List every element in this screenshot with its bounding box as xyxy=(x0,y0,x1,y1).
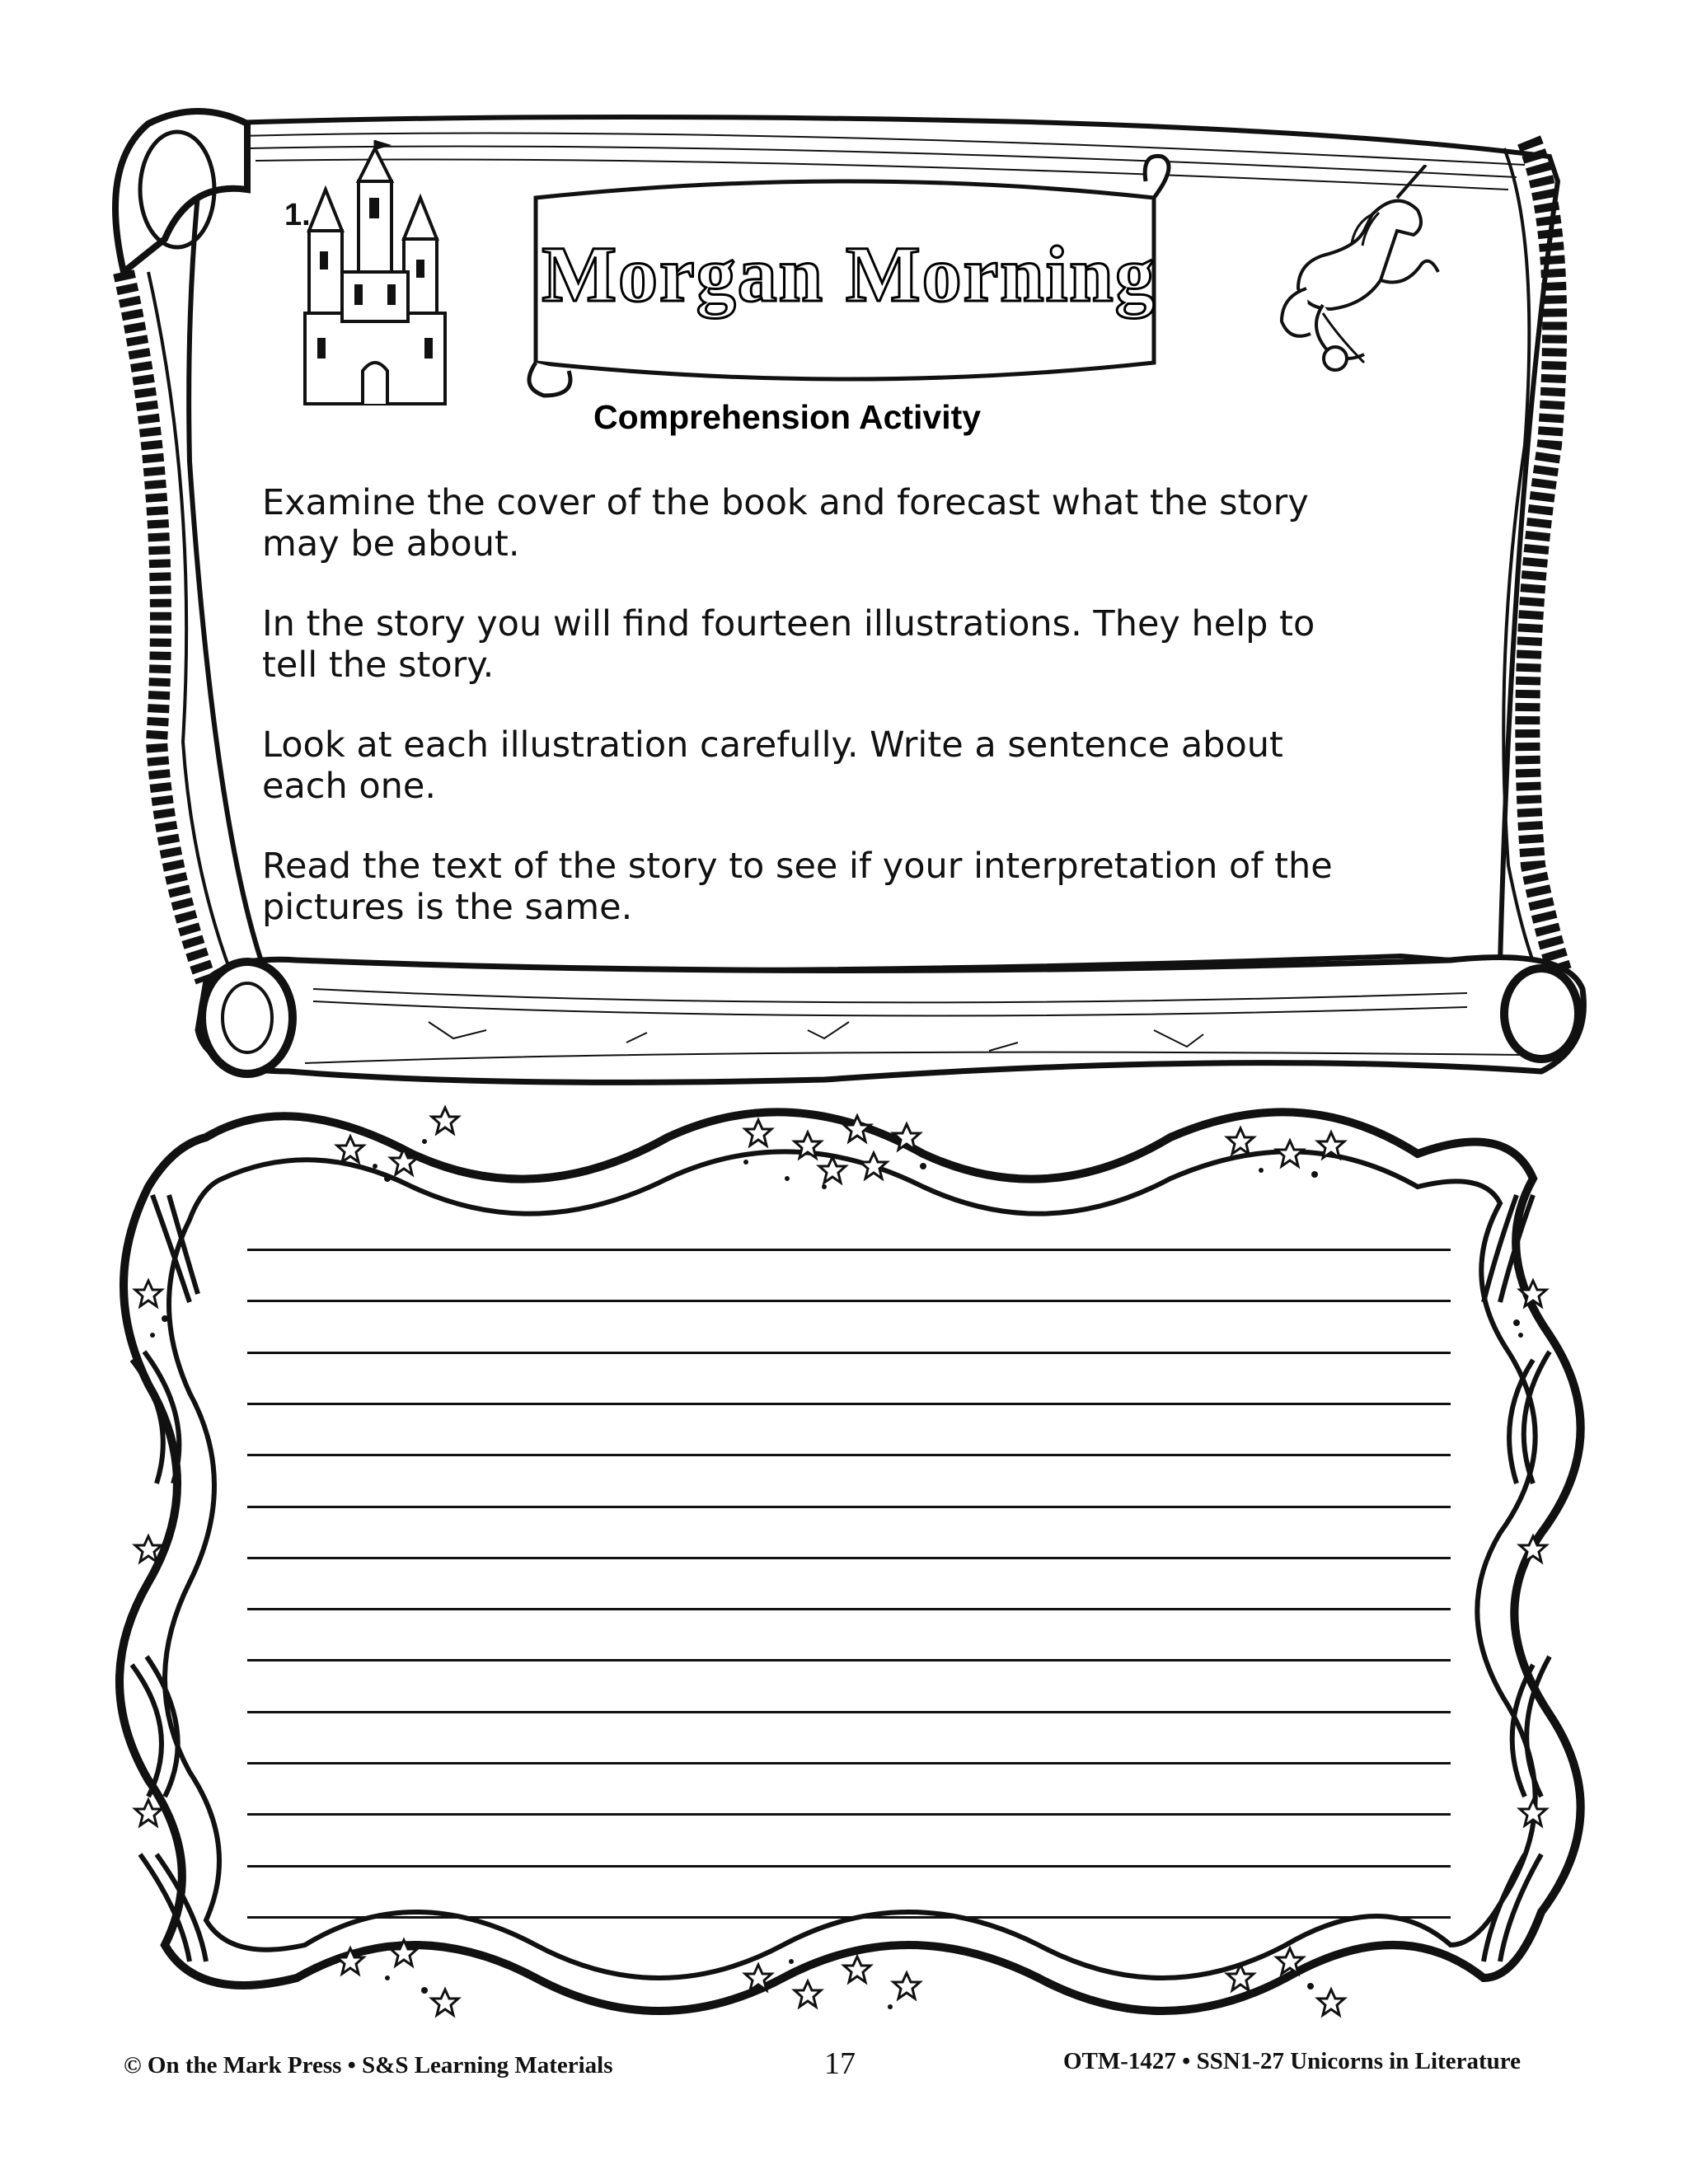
instruction-paragraph: Examine the cover of the book and forecast what the story may be about. xyxy=(262,482,1309,565)
writing-line[interactable] xyxy=(247,1557,1451,1559)
worksheet-title: Morgan Morning xyxy=(542,230,1156,318)
writing-line[interactable] xyxy=(247,1300,1451,1302)
footer-publisher: © On the Mark Press • S&S Learning Materials xyxy=(124,2052,613,2079)
activity-number: 1. xyxy=(284,198,311,232)
writing-lines[interactable] xyxy=(247,1249,1451,1916)
footer-series: OTM-1427 • SSN1-27 Unicorns in Literature xyxy=(1063,2048,1521,2074)
instruction-paragraph: Look at each illustration carefully. Write a sentence about each one. xyxy=(262,724,1283,807)
activity-subtitle: Comprehension Activity xyxy=(593,398,982,436)
writing-line[interactable] xyxy=(247,1454,1451,1456)
writing-line[interactable] xyxy=(247,1711,1451,1713)
writing-line[interactable] xyxy=(247,1762,1451,1765)
writing-line[interactable] xyxy=(247,1403,1451,1405)
writing-line[interactable] xyxy=(247,1865,1451,1868)
castle-icon xyxy=(297,140,453,412)
writing-line[interactable] xyxy=(247,1249,1451,1251)
writing-line[interactable] xyxy=(247,1659,1451,1661)
writing-line[interactable] xyxy=(247,1916,1451,1919)
writing-line[interactable] xyxy=(247,1352,1451,1354)
writing-line[interactable] xyxy=(247,1608,1451,1610)
instruction-paragraph: Read the text of the story to see if your interpretation of the pictures is the same. xyxy=(262,846,1333,928)
page-number: 17 xyxy=(824,2046,856,2081)
unicorn-icon xyxy=(1273,165,1463,379)
scroll-bottom-roll xyxy=(198,958,1583,1083)
title-banner xyxy=(519,148,1195,404)
instructions xyxy=(262,482,1358,967)
writing-line[interactable] xyxy=(247,1813,1451,1816)
instruction-paragraph: In the story you will find fourteen illustrations. They help to tell the story. xyxy=(262,603,1315,686)
writing-line[interactable] xyxy=(247,1506,1451,1508)
